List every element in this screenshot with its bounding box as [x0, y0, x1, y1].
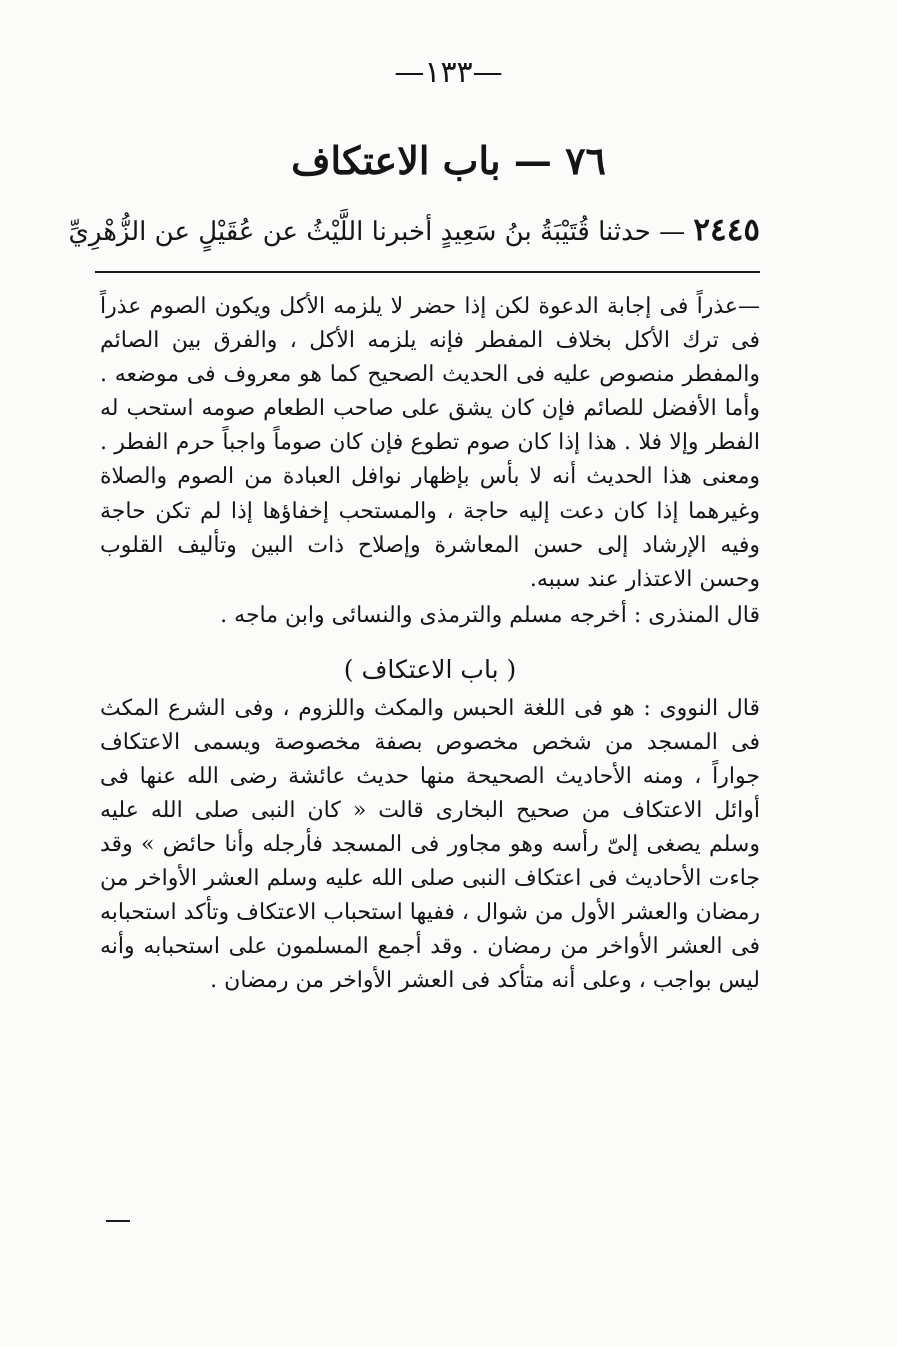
hadith-text: — حدثنا قُتَيْبَةُ بنُ سَعِيدٍ أخبرنا اللَّيْثُ عن عُقَيْلٍ عن الزُّهْرِيِّ	[68, 217, 686, 247]
hadith-number: ٢٤٤٥	[693, 212, 760, 248]
bab-heading: ( باب الاعتكاف )	[343, 654, 517, 684]
chapter-title: ٧٦ — باب الاعتكاف	[291, 138, 606, 183]
hadith-line	[68, 212, 760, 249]
divider-line	[95, 271, 760, 273]
page-number: —١٣٣—	[394, 55, 503, 90]
commentary-block	[100, 290, 760, 999]
commentary-paragraph-2: قال المنذرى : أخرجه مسلم والترمذى والنسائى وابن ماجه .	[220, 602, 760, 628]
commentary-paragraph-3: قال النووى : هو فى اللغة الحبس والمكث واللزوم ، وفى الشرع المكث فى المسجد من شخص مخصوص بصفة مخصوصة ويسمى الاعتكاف جواراً ، ومنه الأحاديث الصحيحة منها حديث عائشة رضى الله عنها فى أوائل الاعتكاف من صحيح البخارى قالت « كان النبى صلى الله عليه وسلم يصغى إلىّ رأسه وهو مجاور فى المسجد فأرجله وأنا حائض » وقد جاءت الأحاديث فى اعتكاف النبى صلى الله عليه وسلم العشر الأواخر من رمضان والعشر الأول من شوال ، ففيها استحباب الاعتكاف وتأكد استحبابه فى العشر الأواخر من رمضان . وقد أجمع المسلمون على استحبابه وأنه ليس بواجب ، وعلى أنه متأكد فى العشر الأواخر من رمضان .	[100, 695, 760, 994]
continuation-dash	[106, 1220, 130, 1222]
commentary-paragraph-1: —عذراً فى إجابة الدعوة لكن إذا حضر لا يلزمه الأكل ويكون الصوم عذراً فى ترك الأكل بخلاف المفطر فإنه يلزمه الأكل ، والفرق بين الصائم والمفطر منصوص عليه فى الحديث الصحيح كما هو معروف فى موضعه . وأما الأفضل للصائم فإن كان يشق على صاحب الطعام صومه استحب له الفطر وإلا فلا . هذا إذا كان صوم تطوع فإن كان صوماً واجباً حرم الفطر . ومعنى هذا الحديث أنه لا بأس بإظهار نوافل العبادة من الصوم والصلاة وغيرهما إذا كان دعت إليه حاجة ، والمستحب إخفاؤها إذا لم تكن حاجة وفيه الإرشاد إلى حسن المعاشرة وإصلاح ذات البين وتأليف القلوب وحسن الاعتذار عند سببه.	[100, 294, 760, 592]
